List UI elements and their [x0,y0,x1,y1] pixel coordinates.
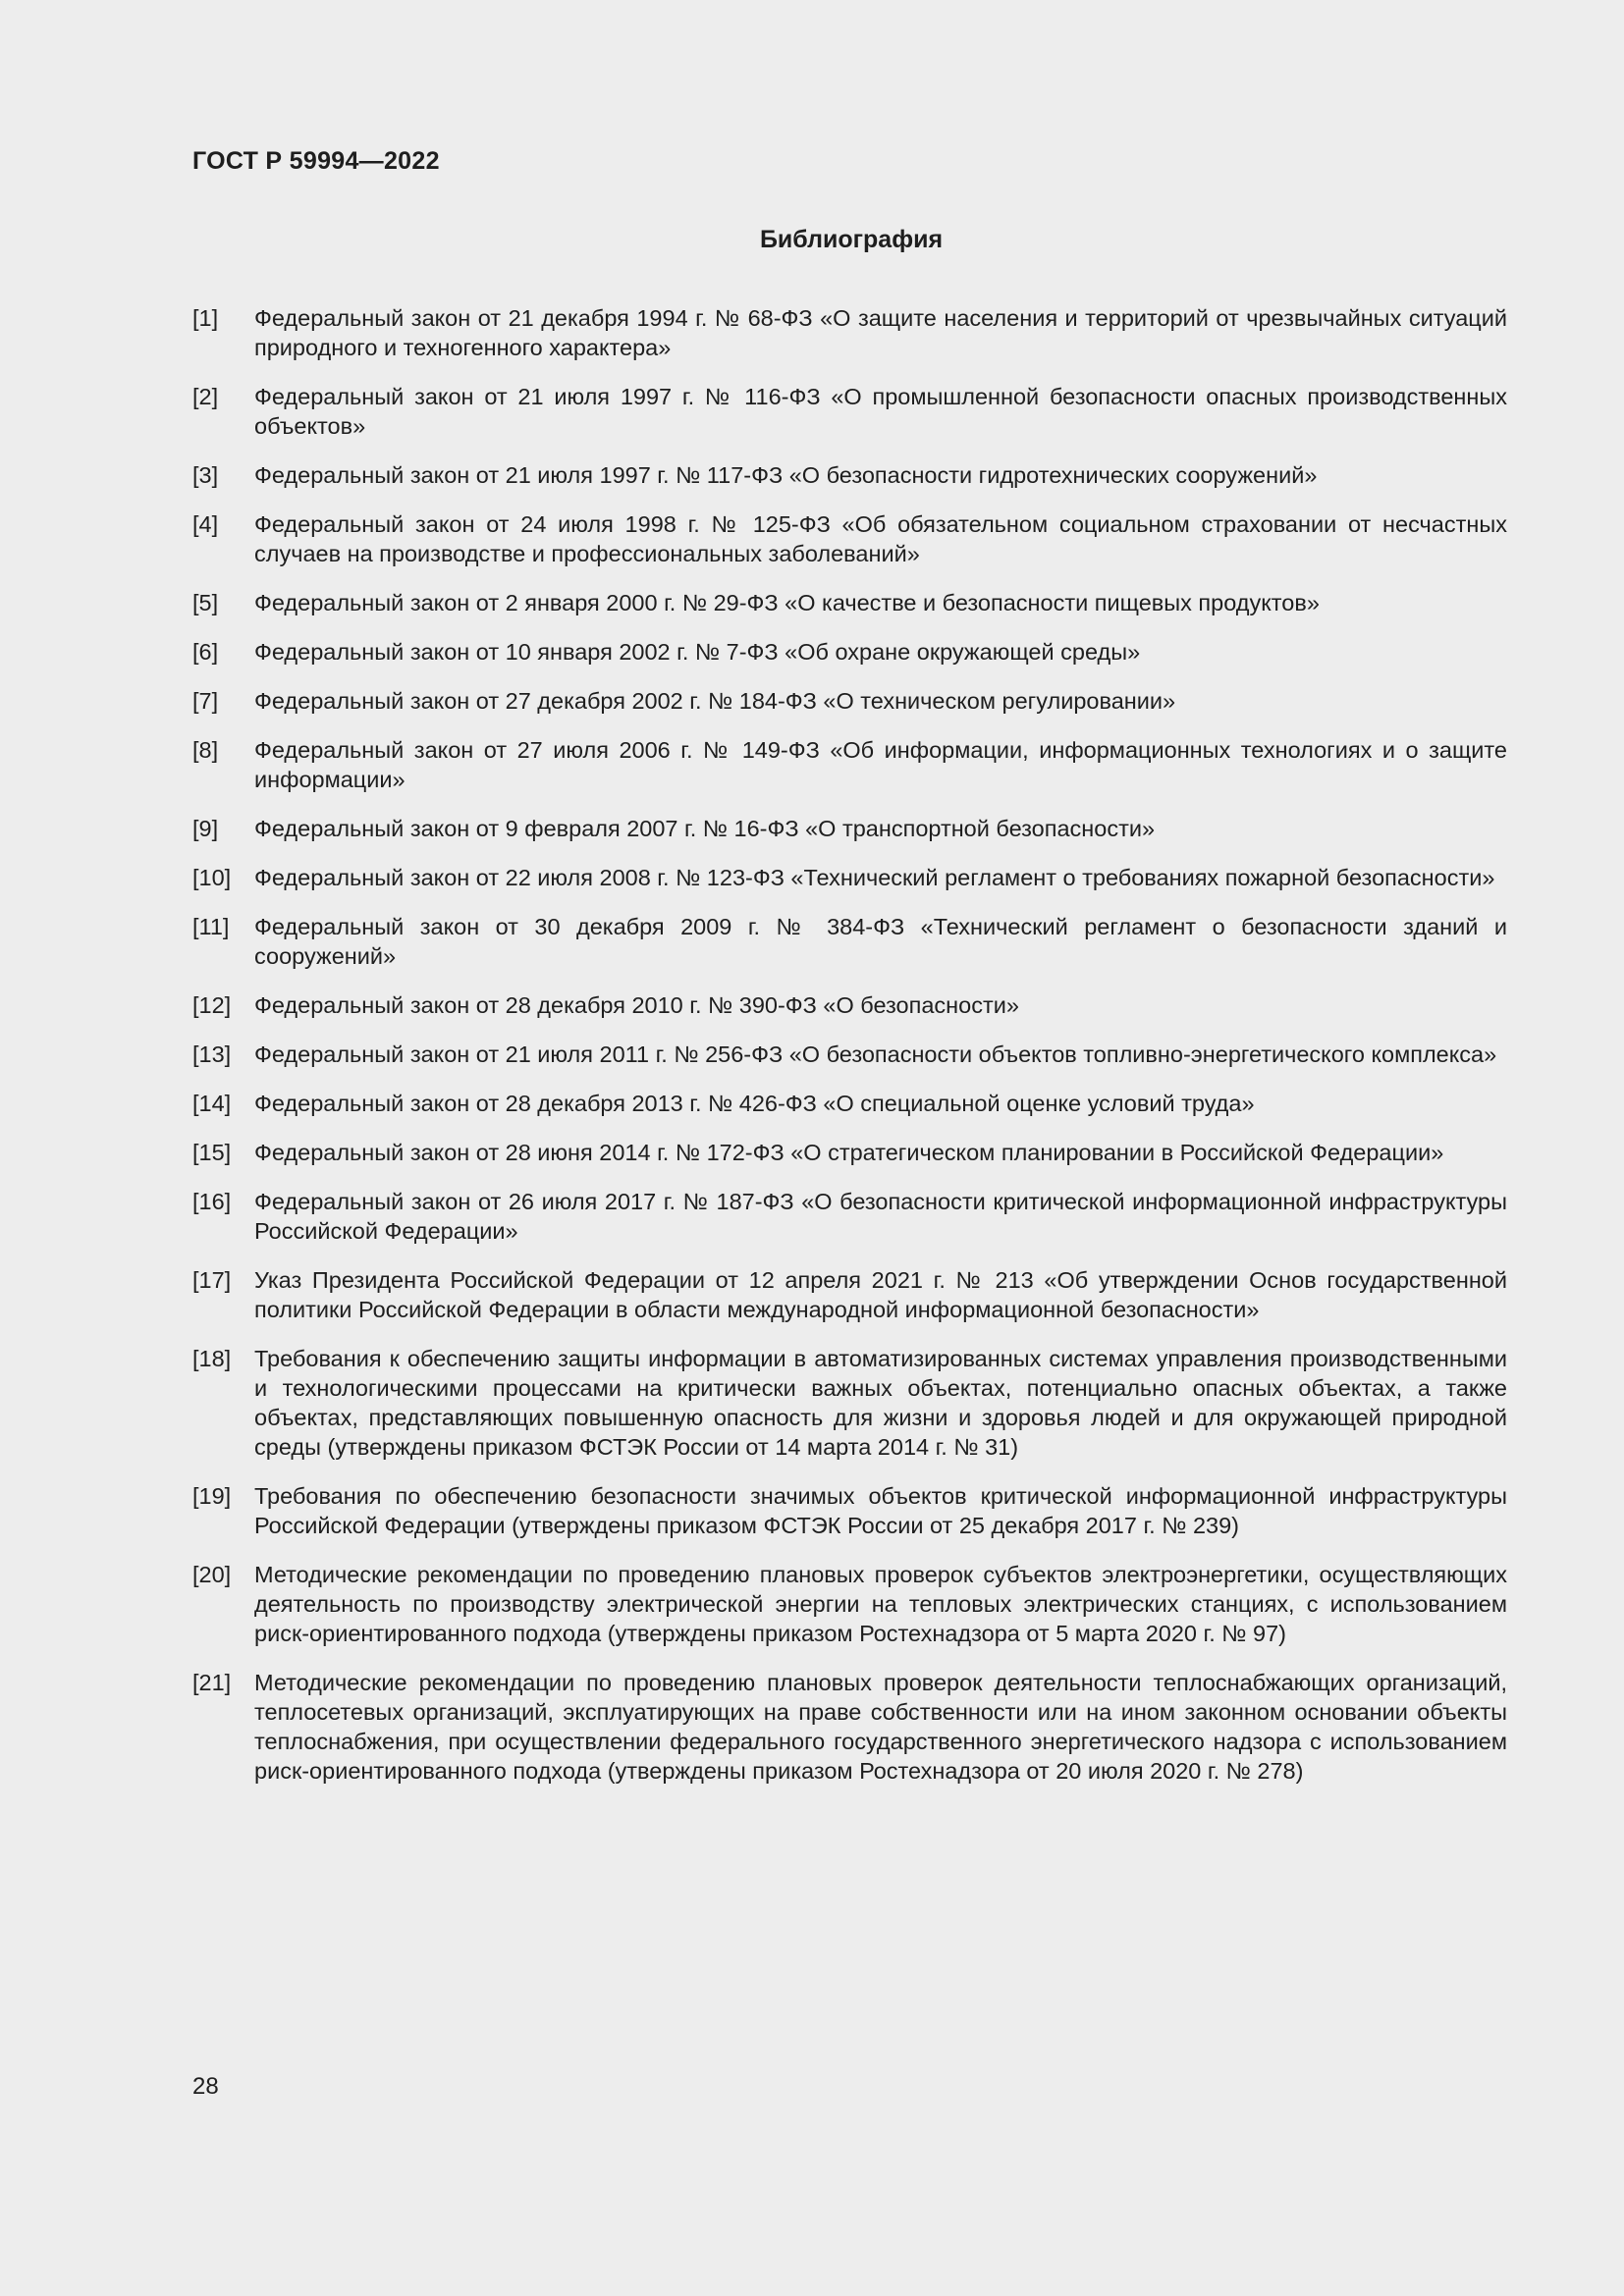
bibliography-entry [192,1668,1507,1786]
entry-text: Федеральный закон от 9 февраля 2007 г. № 16-ФЗ «О транспортной безопасности» [254,816,1156,841]
section-title: Библиография [759,226,944,253]
bibliography-entry [192,303,1507,362]
entry-text: Методические рекомендации по проведению плановых проверок деятельности теплоснабжающих организаций, теплосетевых организаций, эксплуатирующих на праве собственности или на ином законном основании объекты теплоснабжения, при осуществлении федерального государственного энергетического надзора с использованием риск-ориентированного подхода (утверждены приказом Ростехнадзора от 20 июля 2020 г. № 278) [254,1670,1507,1784]
entry-number: [18] [192,1346,232,1371]
bibliography-entry [192,686,1507,716]
bibliography-entry [192,1560,1507,1648]
entry-text: Федеральный закон от 28 декабря 2010 г. № 390-ФЗ «О безопасности» [254,992,1019,1018]
entry-number: [6] [192,639,219,665]
entry-text: Федеральный закон от 2 января 2000 г. № 29-ФЗ «О качестве и безопасности пищевых продуктов» [254,590,1320,615]
bibliography-entry [192,588,1507,617]
document-code: ГОСТ Р 59994—2022 [192,147,440,175]
entry-text: Федеральный закон от 30 декабря 2009 г. № 384-ФЗ «Технический регламент о безопасности зданий и сооружений» [254,914,1507,969]
bibliography-entry [192,1040,1507,1069]
bibliography-entry [192,1481,1507,1540]
entry-number: [13] [192,1041,232,1067]
entry-text: Методические рекомендации по проведению плановых проверок субъектов электроэнергетики, осуществляющих деятельность по производству электрической энергии на тепловых электрических станциях, с использованием риск-ориентированного подхода (утверждены приказом Ростехнадзора от 5 марта 2020 г. № 97) [254,1562,1507,1646]
entry-text: Федеральный закон от 21 июля 1997 г. № 116-ФЗ «О промышленной безопасности опасных производственных объектов» [254,384,1507,439]
entry-number: [1] [192,305,219,331]
entry-text: Указ Президента Российской Федерации от 12 апреля 2021 г. № 213 «Об утверждении Основ государственной политики Российской Федерации в области международной информационной безопасности» [254,1267,1507,1322]
bibliography-entry [192,1265,1507,1324]
bibliography-entry [192,863,1507,892]
bibliography-entry [192,460,1507,490]
entry-text: Федеральный закон от 26 июля 2017 г. № 187-ФЗ «О безопасности критической информационной инфраструктуры Российской Федерации» [254,1189,1507,1244]
entry-text: Федеральный закон от 21 июля 1997 г. № 117-ФЗ «О безопасности гидротехнических сооружений» [254,462,1318,488]
entry-text: Федеральный закон от 21 декабря 1994 г. № 68-ФЗ «О защите населения и территорий от чрезвычайных ситуаций природного и техногенного характера» [254,305,1507,360]
entry-text: Федеральный закон от 21 июля 2011 г. № 256-ФЗ «О безопасности объектов топливно-энергетического комплекса» [254,1041,1497,1067]
entry-text: Федеральный закон от 27 июля 2006 г. № 149-ФЗ «Об информации, информационных технологиях и о защите информации» [254,737,1507,792]
bibliography-entry [192,1344,1507,1462]
entry-number: [17] [192,1267,232,1293]
entry-text: Федеральный закон от 22 июля 2008 г. № 123-ФЗ «Технический регламент о требованиях пожарной безопасности» [254,865,1495,890]
entry-number: [5] [192,590,219,615]
entry-number: [7] [192,688,219,714]
entry-text: Федеральный закон от 10 января 2002 г. № 7-ФЗ «Об охране окружающей среды» [254,639,1141,665]
entry-text: Федеральный закон от 28 декабря 2013 г. № 426-ФЗ «О специальной оценке условий труда» [254,1091,1255,1116]
page-number: 28 [192,2073,219,2100]
bibliography-entry [192,735,1507,794]
entry-text: Требования к обеспечению защиты информации в автоматизированных системах управления производственными и технологическими процессами на критически важных объектах, потенциально опасных объектах, а также объектах, представляющих повышенную опасность для жизни и здоровья людей и для окружающей природной среды (утверждены приказом ФСТЭК России от 14 марта 2014 г. № 31) [254,1346,1507,1460]
entry-number: [15] [192,1140,232,1165]
entry-number: [12] [192,992,232,1018]
entry-text: Требования по обеспечению безопасности значимых объектов критической информационной инфраструктуры Российской Федерации (утверждены приказом ФСТЭК России от 25 декабря 2017 г. № 239) [254,1483,1507,1538]
entry-number: [16] [192,1189,232,1214]
bibliography-entry [192,1089,1507,1118]
entry-number: [19] [192,1483,232,1509]
bibliography-entry [192,382,1507,441]
entry-number: [20] [192,1562,232,1587]
bibliography-entry [192,637,1507,667]
entry-number: [21] [192,1670,232,1695]
bibliography-entry [192,814,1507,843]
entry-number: [10] [192,865,232,890]
entry-number: [8] [192,737,219,763]
entry-number: [2] [192,384,219,409]
bibliography-list [192,303,1507,1805]
bibliography-entry [192,912,1507,971]
entry-text: Федеральный закон от 24 июля 1998 г. № 125-ФЗ «Об обязательном социальном страховании от несчастных случаев на производстве и профессиональных заболеваний» [254,511,1507,566]
entry-text: Федеральный закон от 28 июня 2014 г. № 172-ФЗ «О стратегическом планировании в Российской Федерации» [254,1140,1444,1165]
entry-number: [3] [192,462,219,488]
bibliography-entry [192,509,1507,568]
entry-number: [14] [192,1091,232,1116]
entry-number: [11] [192,914,230,939]
bibliography-entry [192,990,1507,1020]
bibliography-entry [192,1138,1507,1167]
bibliography-entry [192,1187,1507,1246]
entry-text: Федеральный закон от 27 декабря 2002 г. № 184-ФЗ «О техническом регулировании» [254,688,1176,714]
entry-number: [4] [192,511,219,537]
entry-number: [9] [192,816,219,841]
